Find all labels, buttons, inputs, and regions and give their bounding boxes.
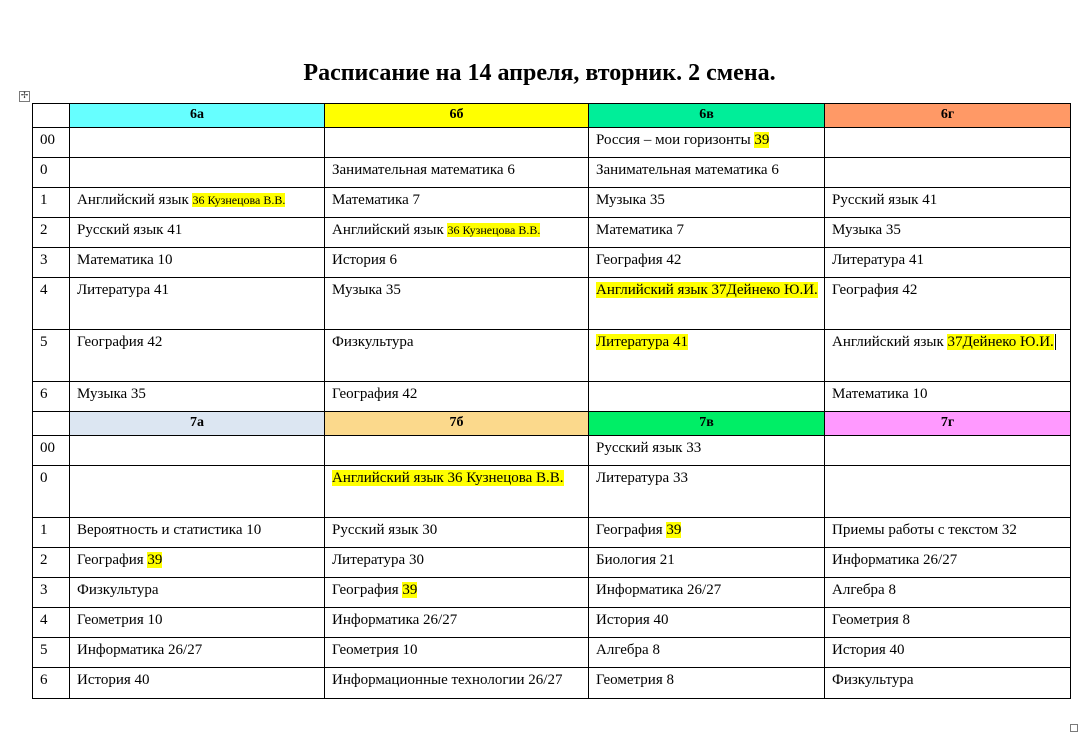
- lesson-cell: Информатика 26/27: [589, 578, 825, 608]
- header-corner: [33, 412, 70, 436]
- lesson-cell: Литература 41: [825, 248, 1071, 278]
- lesson-cell: Биология 21: [589, 548, 825, 578]
- lesson-cell: [589, 128, 825, 158]
- lesson-cell: Геометрия 10: [325, 638, 589, 668]
- lesson-cell: [825, 466, 1071, 518]
- lesson-cell: История 40: [589, 608, 825, 638]
- lesson-text: География: [596, 522, 667, 538]
- lesson-cell: Русский язык 33: [589, 436, 825, 466]
- lesson-text: Английский язык: [332, 222, 448, 238]
- lesson-cell: Математика 10: [825, 382, 1071, 412]
- lesson-number: 1: [33, 518, 70, 548]
- lesson-cell: [825, 128, 1071, 158]
- lesson-number: 00: [33, 128, 70, 158]
- lesson-cell: [70, 466, 325, 518]
- lesson-cell: История 6: [325, 248, 589, 278]
- lesson-cell: Геометрия 8: [589, 668, 825, 699]
- lesson-number: 2: [33, 218, 70, 248]
- lesson-cell: Литература 33: [589, 466, 825, 518]
- lesson-cell: [70, 188, 325, 218]
- header-row-7: [33, 412, 1071, 436]
- table-row: [33, 278, 1071, 330]
- page-title: Расписание на 14 апреля, вторник. 2 смена.: [303, 60, 776, 86]
- table-row: [33, 548, 1071, 578]
- table-resize-handle-icon[interactable]: [1070, 724, 1078, 732]
- lesson-cell: Геометрия 8: [825, 608, 1071, 638]
- lesson-cell: Занимательная математика 6: [325, 158, 589, 188]
- lesson-cell: [589, 382, 825, 412]
- lesson-text: География: [77, 552, 148, 568]
- class-header-7b: 7б: [325, 412, 589, 436]
- lesson-cell: Русский язык 41: [70, 218, 325, 248]
- lesson-cell: Математика 7: [589, 218, 825, 248]
- header-corner: [33, 104, 70, 128]
- highlighted-teacher: 36 Кузнецова В.В.: [447, 223, 541, 237]
- lesson-number: 6: [33, 382, 70, 412]
- highlighted-room: 39: [147, 552, 163, 568]
- lesson-cell: [325, 218, 589, 248]
- class-header-7a: 7а: [70, 412, 325, 436]
- lesson-cell: [70, 158, 325, 188]
- lesson-text: География: [332, 582, 403, 598]
- table-row: [33, 518, 1071, 548]
- schedule-table: [32, 103, 1071, 699]
- lesson-cell: Математика 10: [70, 248, 325, 278]
- table-move-handle-icon[interactable]: ✢: [20, 91, 29, 101]
- table-row: [33, 382, 1071, 412]
- lesson-number: 4: [33, 278, 70, 330]
- lesson-cell: География 42: [325, 382, 589, 412]
- lesson-cell: Приемы работы с текстом 32: [825, 518, 1071, 548]
- lesson-text: Английский язык: [832, 334, 948, 350]
- class-header-6a: 6а: [70, 104, 325, 128]
- lesson-cell: [325, 128, 589, 158]
- lesson-number: 1: [33, 188, 70, 218]
- lesson-cell: [589, 518, 825, 548]
- class-header-7g: 7г: [825, 412, 1071, 436]
- class-header-6b: 6б: [325, 104, 589, 128]
- class-header-6v: 6в: [589, 104, 825, 128]
- table-row: [33, 436, 1071, 466]
- lesson-number: 6: [33, 668, 70, 699]
- lesson-cell: Информатика 26/27: [825, 548, 1071, 578]
- table-row: [33, 188, 1071, 218]
- lesson-cell[interactable]: [825, 330, 1071, 382]
- lesson-number: 5: [33, 638, 70, 668]
- table-row: [33, 248, 1071, 278]
- lesson-number: 2: [33, 548, 70, 578]
- lesson-cell: Физкультура: [70, 578, 325, 608]
- table-row: [33, 466, 1071, 518]
- lesson-cell: Информационные технологии 26/27: [325, 668, 589, 699]
- lesson-cell: [825, 436, 1071, 466]
- text-cursor: [1055, 334, 1056, 350]
- highlighted-room: 39: [402, 582, 418, 598]
- lesson-cell: [70, 548, 325, 578]
- lesson-number: 0: [33, 466, 70, 518]
- lesson-cell: Литература 41: [70, 278, 325, 330]
- lesson-cell: Занимательная математика 6: [589, 158, 825, 188]
- table-row: [33, 158, 1071, 188]
- highlighted-lesson: Литература 41: [596, 334, 688, 350]
- lesson-cell: [589, 278, 825, 330]
- lesson-cell: История 40: [70, 668, 325, 699]
- table-row: [33, 608, 1071, 638]
- lesson-text: Английский язык: [77, 192, 193, 208]
- lesson-number: 4: [33, 608, 70, 638]
- lesson-cell: Геометрия 10: [70, 608, 325, 638]
- lesson-cell: Литература 30: [325, 548, 589, 578]
- lesson-number: 5: [33, 330, 70, 382]
- lesson-cell: География 42: [825, 278, 1071, 330]
- lesson-cell: География 42: [70, 330, 325, 382]
- lesson-cell: Русский язык 41: [825, 188, 1071, 218]
- table-row: [33, 128, 1071, 158]
- lesson-number: 3: [33, 578, 70, 608]
- highlighted-lesson: Английский язык 36 Кузнецова В.В.: [332, 470, 564, 486]
- lesson-cell: [70, 436, 325, 466]
- lesson-number: 00: [33, 436, 70, 466]
- lesson-cell: Информатика 26/27: [70, 638, 325, 668]
- lesson-cell: Алгебра 8: [825, 578, 1071, 608]
- header-row-6: [33, 104, 1071, 128]
- lesson-cell: Алгебра 8: [589, 638, 825, 668]
- highlighted-lesson: Английский язык 37Дейнеко Ю.И.: [596, 282, 818, 298]
- lesson-cell: Физкультура: [325, 330, 589, 382]
- table-row: [33, 330, 1071, 382]
- lesson-text: Россия – мои горизонты: [596, 132, 755, 148]
- lesson-cell: Русский язык 30: [325, 518, 589, 548]
- class-header-6g: 6г: [825, 104, 1071, 128]
- highlighted-room: 39: [666, 522, 682, 538]
- lesson-cell: Музыка 35: [325, 278, 589, 330]
- lesson-cell: Информатика 26/27: [325, 608, 589, 638]
- table-row: [33, 638, 1071, 668]
- lesson-cell: География 42: [589, 248, 825, 278]
- table-row: [33, 578, 1071, 608]
- lesson-cell: Музыка 35: [825, 218, 1071, 248]
- lesson-cell: [325, 436, 589, 466]
- lesson-cell: Музыка 35: [70, 382, 325, 412]
- highlighted-teacher: 36 Кузнецова В.В.: [192, 193, 286, 207]
- table-row: [33, 218, 1071, 248]
- lesson-cell: История 40: [825, 638, 1071, 668]
- lesson-cell: [70, 128, 325, 158]
- lesson-cell: Математика 7: [325, 188, 589, 218]
- lesson-cell: [589, 330, 825, 382]
- table-row: [33, 668, 1071, 699]
- lesson-number: 3: [33, 248, 70, 278]
- highlighted-room: 39: [754, 132, 770, 148]
- lesson-number: 0: [33, 158, 70, 188]
- highlighted-teacher: 37Дейнеко Ю.И.: [947, 334, 1054, 350]
- lesson-cell: [325, 466, 589, 518]
- lesson-cell: Вероятность и статистика 10: [70, 518, 325, 548]
- lesson-cell: [325, 578, 589, 608]
- lesson-cell: Физкультура: [825, 668, 1071, 699]
- lesson-cell: [825, 158, 1071, 188]
- class-header-7v: 7в: [589, 412, 825, 436]
- lesson-cell: Музыка 35: [589, 188, 825, 218]
